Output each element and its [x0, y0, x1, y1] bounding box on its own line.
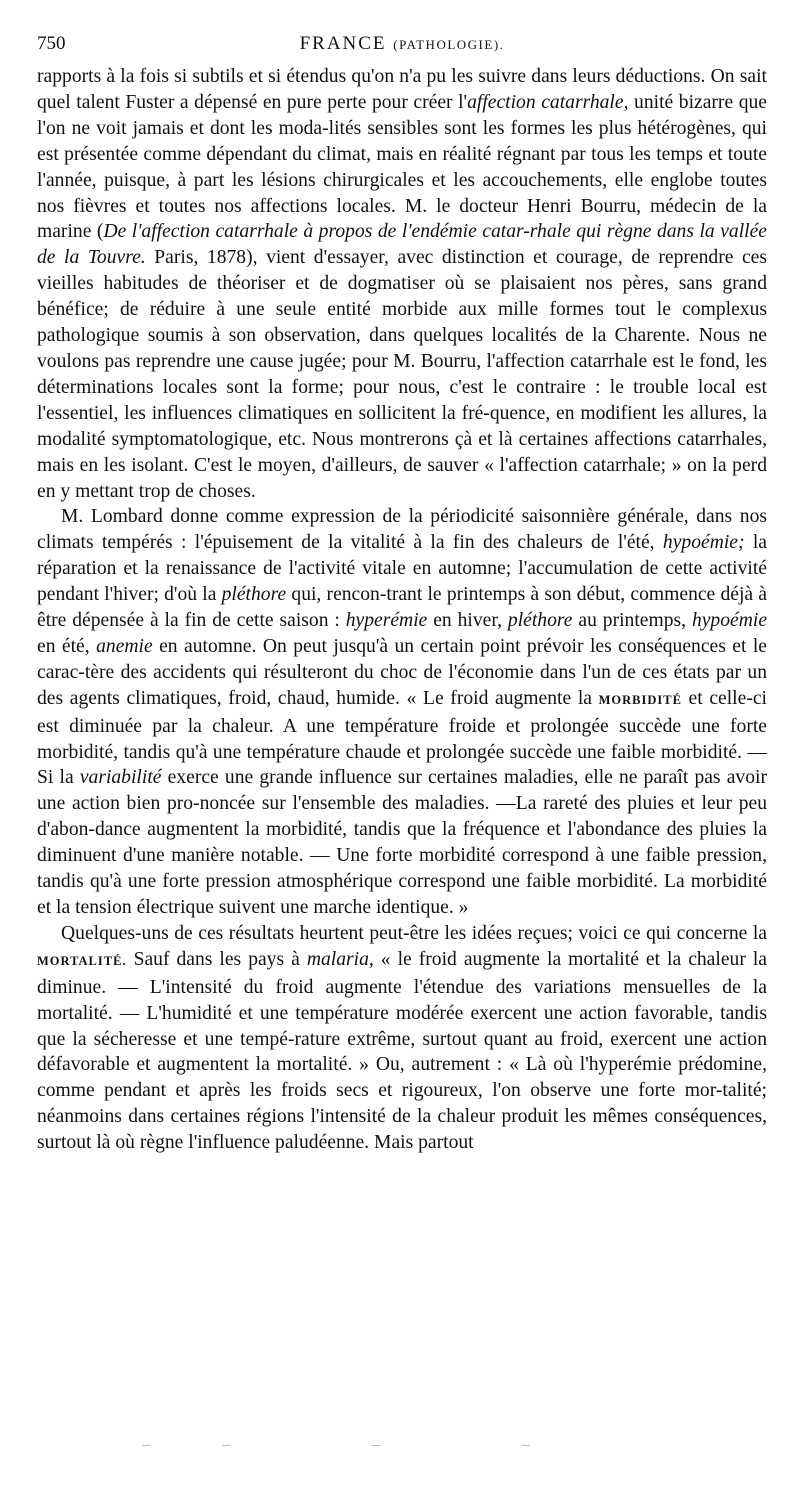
italic-term: malaria,	[306, 948, 374, 970]
paragraph-2	[37, 504, 767, 921]
running-head-subtitle: (PATHOLOGIE).	[393, 37, 505, 52]
italic-term: variabilité	[79, 767, 162, 789]
print-mark	[522, 1445, 530, 1446]
italic-term: pléthore	[507, 610, 573, 632]
print-mark	[142, 1445, 150, 1446]
text-run: en hiver,	[427, 610, 508, 632]
italic-term: affection catarrhale,	[467, 91, 629, 113]
paragraph-1	[37, 64, 767, 504]
text-run: unité bizarre que l'on ne voit jamais et dont les moda-lités sensibles sont les formes les plus hétérogènes, qui est présentée comme dépendant du climat, mais en réalité régnant par tous les temps et toute l'année, puisque, à part les lésions chirurgicales et les accouchements, elle englobe toutes nos fièvres et toutes nos affections locales. M. le docteur Henri Bourru, médecin de la marine (	[37, 91, 767, 243]
print-mark	[372, 1445, 380, 1446]
italic-term: hyperémie	[345, 610, 428, 632]
body-text	[37, 64, 767, 1156]
running-head-title: FRANCE	[299, 33, 387, 54]
small-caps-term: MORBIDITÉ	[598, 692, 682, 707]
running-head	[37, 30, 767, 59]
page-number: 750	[37, 33, 66, 54]
text-run: Paris, 1878), vient d'essayer, avec distinction et courage, de reprendre ces vieilles habitudes de théoriser et de dogmatiser où se plaisaient nos pères, sans grand bénéfice; de réduire à une seule entité morbide aux mille formes tout le complexus pathologique soumis à son observation, dans quelques localités de la Charente. Nous ne voulons pas reprendre une cause jugée; pour M. Bourru, l'affection catarrhale est le fond, les déterminations locales sont la forme; pour nous, c'est le contraire : le trouble local est l'essentiel, les influences climatiques en sollicitent la fré-quence, en modifient les allures, la modalité symptomatologique, etc. Nous montrerons çà et là certaines affections catarrhales, mais en les isolant. C'est le moyen, d'ailleurs, de sauver « l'affection catarrhale; » on la perd en y mettant trop de choses.	[37, 247, 767, 502]
text-run: M. Lombard donne comme expression de la périodicité saisonnière générale, dans nos climats tempérés : l'épuisement de la vitalité à la fin des chaleurs de l'été,	[37, 506, 767, 554]
text-run: exerce une grande influence sur certaines maladies, elle ne paraît pas avoir une action bien pro-noncée sur l'ensemble des maladies. —La rareté des pluies et leur peu d'abon-dance augmentent la morbidité, tandis que la fréquence et l'abondance des pluies la diminuent d'une manière notable. — Une forte morbidité correspond à une faible pression, tandis qu'à une forte pression atmosphérique correspond une faible morbidité. La morbidité et la tension électrique suivent une marche identique. »	[37, 767, 767, 918]
print-mark	[222, 1445, 230, 1446]
small-caps-term: MORTALITÉ.	[37, 953, 127, 968]
page-header	[37, 30, 767, 58]
text-run: « le froid augmente la mortalité et la chaleur la diminue. — L'intensité du froid augmente l'étendue des variations mensuelles de la mortalité. — L'humidité et une température modérée exercent une action favorable, tandis que la sécheresse et une tempé-rature extrême, surtout quant au froid, exercent une action défavorable et augmentent la mortalité. » Ou, autrement : « Là où l'hyperémie prédomine, comme pendant et après les froids secs et rigoureux, l'on observe une forte mor-talité; néanmoins dans certaines régions l'intensité de la chaleur produit les mêmes conséquences, surtout là où règne l'influence paludéenne. Mais partout	[37, 948, 767, 1154]
paragraph-3	[37, 921, 767, 1156]
text-run: la réparation et la renaissance de l'activité vitale en automne; l'accumulation de cette activité pendant l'hiver; d'où la	[37, 532, 767, 606]
text-run: et celle-ci est diminuée par la chaleur. A une température froide et prolongée succède une forte morbidité, tandis qu'à une température chaude et prolongée succède une faible morbidité. — Si la	[37, 687, 767, 789]
text-run: Quelques-uns de ces résultats heurtent peut-être les idées reçues; voici ce qui concerne la	[61, 922, 767, 944]
italic-term: anemie	[96, 635, 153, 657]
book-title-citation: De l'affection catarrhale à propos de l'endémie catar-rhale qui règne dans la vallée de la Touvre.	[37, 221, 767, 269]
text-run: Sauf dans les pays à	[126, 948, 307, 970]
text-run: en été,	[37, 635, 97, 657]
text-run: qui, rencon-trant le printemps à son début, commence déjà à être dépensée à la fin de cette saison :	[37, 584, 768, 632]
bottom-print-marks	[0, 1445, 800, 1449]
text-run: rapports à la fois si subtils et si étendus qu'on n'a pu les suivre dans leurs déductions. On sait quel talent Fuster a dépensé en pure perte pour créer l'	[37, 66, 767, 113]
text-run: au printemps,	[572, 610, 692, 632]
italic-term: hypoémie	[691, 610, 768, 632]
book-page	[37, 30, 767, 1156]
italic-term: hypoémie;	[662, 532, 745, 554]
italic-term: pléthore	[221, 584, 287, 606]
text-run: en automne. On peut jusqu'à un certain point prévoir les conséquences et le carac-tère des accidents qui résulteront du choc de l'économie dans l'un de ces états par un des agents climatiques, froid, chaud, humide. « Le froid augmente la	[37, 635, 767, 709]
